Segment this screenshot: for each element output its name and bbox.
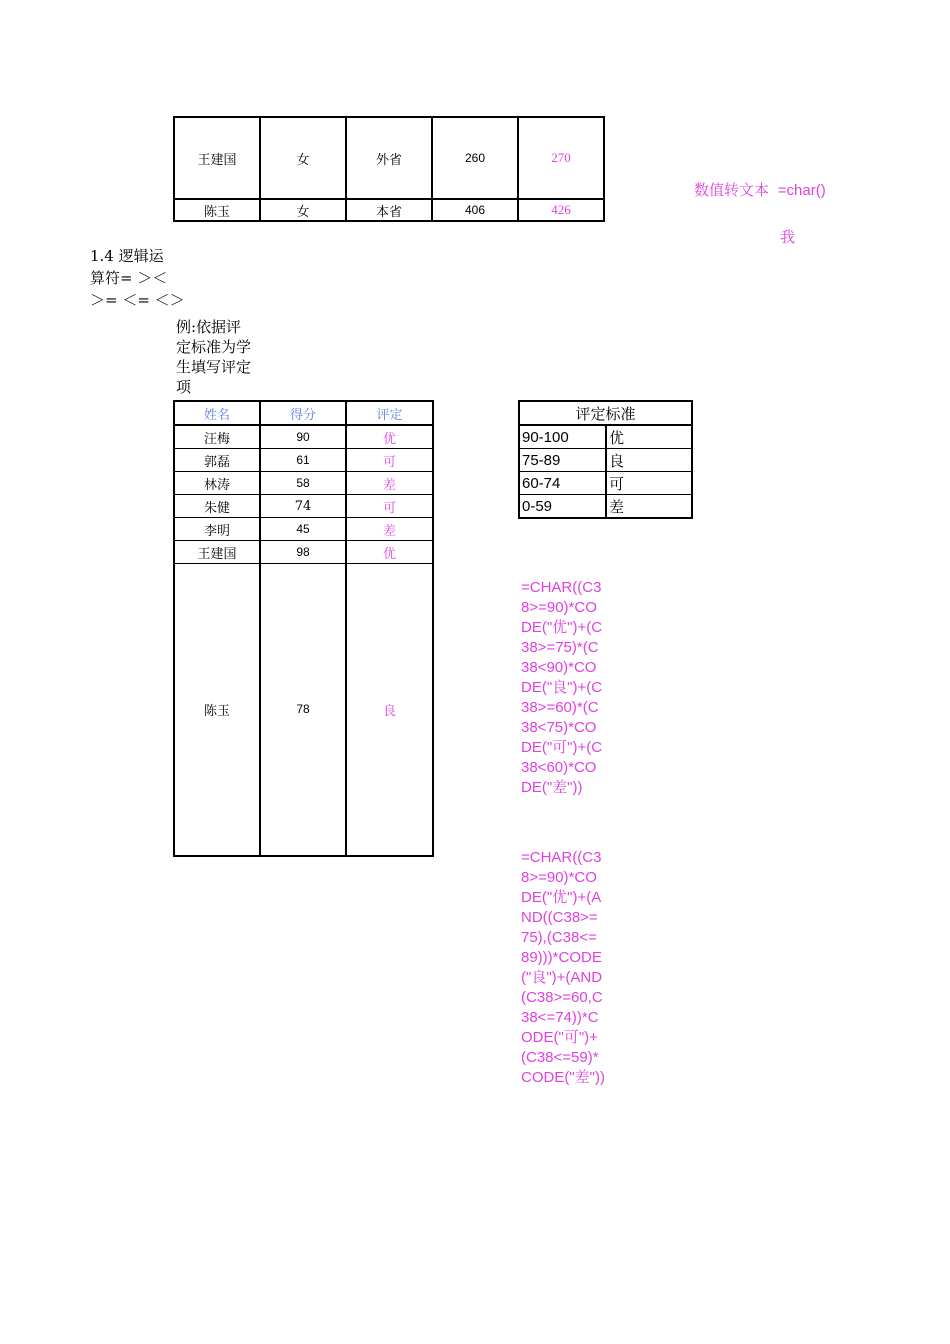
score-cell: 90 (260, 425, 346, 449)
score-cell: 74 (260, 495, 346, 518)
table-row (519, 425, 692, 449)
header-row (174, 401, 433, 425)
score1-cell: 406 (432, 199, 518, 221)
table-row (519, 449, 692, 472)
heading-line: ＞= ＜= ＜＞ (90, 291, 185, 309)
name-cell: 陈玉 (174, 199, 260, 221)
column-header: 评定 (346, 401, 433, 425)
example-description (176, 317, 251, 397)
formula-char-multiply: =CHAR((C38>=90)*CODE("优")+(C38>=75)*(C38<90)*CODE("良")+(C38>=60)*(C38<75)*CODE("可")+(C38<60)*CODE("差")) (521, 579, 603, 796)
score2-cell: 270 (518, 117, 604, 199)
gender-cell: 女 (260, 199, 346, 221)
table-row (174, 564, 433, 856)
grade-table (173, 400, 434, 857)
origin-cell: 本省 (346, 199, 432, 221)
name-cell: 王建国 (174, 541, 260, 564)
score-cell: 58 (260, 472, 346, 495)
note-label: 数值转文本 (694, 181, 770, 199)
grade-cell: 可 (346, 449, 433, 472)
heading-line: 1.4 逻辑运 (90, 247, 164, 265)
note-formula: =char() (777, 182, 826, 199)
score-cell: 78 (260, 564, 346, 856)
name-cell: 林涛 (174, 472, 260, 495)
grade-cell: 差 (346, 518, 433, 541)
name-cell: 王建国 (174, 117, 260, 199)
formula-char-and: =CHAR((C38>=90)*CODE("优")+(AND((C38>=75),(C38<=89)))*CODE("良")+(AND(C38>=60,C38<=74))*CODE("可")+(C38<=59)*CODE("差")) (521, 849, 605, 1086)
column-header: 姓名 (174, 401, 260, 425)
formula-overlap-wrapper (521, 848, 605, 1148)
example-line: 定标准为学 (176, 338, 252, 356)
table-row (174, 541, 433, 564)
score1-cell: 260 (432, 117, 518, 199)
score-cell: 45 (260, 518, 346, 541)
heading-line: 算符= ＞＜ (90, 269, 168, 287)
example-line: 项 (176, 378, 192, 396)
grade-cell: 优 (606, 425, 692, 449)
grade-cell: 差 (346, 472, 433, 495)
table-row (174, 425, 433, 449)
score-cell: 98 (260, 541, 346, 564)
grade-cell: 优 (346, 425, 433, 449)
range-cell: 0-59 (519, 495, 606, 519)
grade-cell: 可 (346, 495, 433, 518)
standard-title: 评定标准 (519, 401, 692, 425)
table-row (519, 495, 692, 519)
table-row (174, 449, 433, 472)
score2-cell: 426 (518, 199, 604, 221)
table-row (519, 472, 692, 495)
range-cell: 75-89 (519, 449, 606, 472)
example-line: 生填写评定 (176, 358, 252, 376)
grade-cell: 良 (606, 449, 692, 472)
range-cell: 90-100 (519, 425, 606, 449)
table-row (174, 117, 604, 199)
char-sample-output: 我 (780, 228, 796, 246)
name-cell: 李明 (174, 518, 260, 541)
origin-cell: 外省 (346, 117, 432, 199)
section-heading (90, 245, 185, 311)
example-line: 例:依据评 (176, 318, 242, 336)
char-function-note (694, 179, 826, 200)
table-row (174, 199, 604, 221)
column-header: 得分 (260, 401, 346, 425)
grade-cell: 良 (346, 564, 433, 856)
grade-cell: 差 (606, 495, 692, 519)
grade-cell: 优 (346, 541, 433, 564)
table-row (174, 472, 433, 495)
grading-standard-table (518, 400, 693, 519)
name-cell: 汪梅 (174, 425, 260, 449)
name-cell: 朱健 (174, 495, 260, 518)
grade-cell: 可 (606, 472, 692, 495)
score-cell: 61 (260, 449, 346, 472)
name-cell: 郭磊 (174, 449, 260, 472)
gender-cell: 女 (260, 117, 346, 199)
table-row (174, 518, 433, 541)
student-origin-table (173, 116, 605, 222)
range-cell: 60-74 (519, 472, 606, 495)
name-cell: 陈玉 (174, 564, 260, 856)
header-row (519, 401, 692, 425)
table-row (174, 495, 433, 518)
